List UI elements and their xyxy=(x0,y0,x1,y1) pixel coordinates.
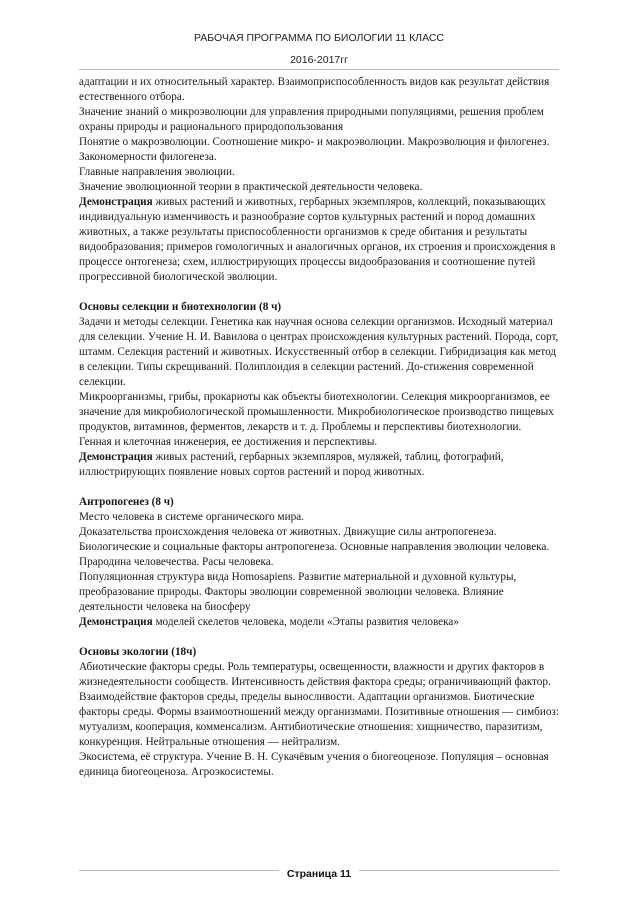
section-gap xyxy=(79,630,561,645)
demonstration-label: Демонстрация xyxy=(79,616,153,628)
section-heading: Основы экологии (18ч) xyxy=(79,646,197,658)
section-title-ecology xyxy=(79,645,561,660)
paragraph-evolution-directions: Главные направления эволюции. xyxy=(79,166,235,178)
paragraph-evolution-theory-value: Значение эволюционной теории в практической деятельности человека. xyxy=(79,181,423,193)
demonstration-label: Демонстрация xyxy=(79,196,153,208)
paragraph-adaptation: адаптации и их относительный характер. Взаимоприспособленность видов как результат действия естественного отбора. xyxy=(79,76,550,103)
paragraph-population-structure: Популяционная структура вида Homosapiens. Развитие материальной и духовной культуры, преобразование природы. Факторы эволюции современной эволюции человека. Влияние деятельности человека на биосферу xyxy=(79,571,517,613)
demonstration-text: моделей скелетов человека, модели «Этапы развития человека» xyxy=(152,616,459,628)
paragraph-microevolution-knowledge: Значение знаний о микроэволюции для управления природными популяциями, решения проблем охраны природы и рационального природопользования xyxy=(79,106,544,133)
page-content xyxy=(79,75,561,780)
section-heading: Антропогенез (8 ч) xyxy=(79,496,174,508)
document-header-year: 2016-2017гг xyxy=(290,54,348,66)
paragraph-macroevolution: Понятие о макроэволюции. Соотношение микро- и макроэволюции. Макроэволюция и филогенез. Закономерности филогенеза. xyxy=(79,136,550,163)
section-gap xyxy=(79,480,561,495)
paragraph-human-place: Место человека в системе органического мира. xyxy=(79,511,304,523)
demonstration-text: живых растений и животных, гербарных экземпляров, коллекций, показывающих индивидуальную изменчивость и разнообразие сортов культурных растений и пород домашних животных, а также результаты приспособленности организмов к среде обитания и результаты видообразования; примеров гомологичных и аналогичных органов, их строения и происхождения в процессе онтогенеза; схем, иллюстрирующих процессы видообразования и соотношение путей прогрессивной биологической эволюции. xyxy=(79,196,556,283)
paragraph-biotechnology: Микроорганизмы, грибы, прокариоты как объекты биотехнологии. Селекция микроорганизмов, ее значение для микробиологической промышленности. Микробиологическое производство пищевых продуктов, витаминов, ферментов, лекарств и т. д. Проблемы и перспективы биотехнологии. xyxy=(79,391,554,433)
paragraph-selection-methods: Задачи и методы селекции. Генетика как научная основа селекции организмов. Исходный материал для селекции. Учение Н. И. Вавилова о центрах происхождения культурных растений. Порода, сорт, штамм. Селекция растений и животных. Искусственный отбор в селекции. Гибридизация как метод в селекции. Типы скрещиваний. Полиплоидия в селекции растений. До-стижения современной селекции. xyxy=(79,316,559,388)
document-header-title: РАБОЧАЯ ПРОГРАММА ПО БИОЛОГИИ 11 КЛАСС xyxy=(193,32,445,44)
demonstration-text: живых растений, гербарных экземпляров, муляжей, таблиц, фотографий, иллюстрирующих появление новых сортов растений и пород животных. xyxy=(79,451,504,478)
paragraph-demonstration-2 xyxy=(79,450,561,480)
page-number: Страница 11 xyxy=(279,868,359,880)
section-gap xyxy=(79,285,561,300)
paragraph-demonstration-1 xyxy=(79,195,561,285)
page-footer xyxy=(0,864,638,882)
section-title-selection xyxy=(79,300,561,315)
section-title-anthropogenesis xyxy=(79,495,561,510)
paragraph-human-origin: Доказательства происхождения человека от животных. Движущие силы антропогенеза. Биологические и социальные факторы антропогенеза. Основные направления эволюции человека. Прародина человечества. Расы человека. xyxy=(79,526,550,568)
demonstration-label: Демонстрация xyxy=(79,451,153,463)
paragraph-genetic-engineering: Генная и клеточная инженерия, ее достижения и перспективы. xyxy=(79,436,378,448)
paragraph-demonstration-3 xyxy=(79,615,561,630)
paragraph-ecology-factors: Абиотические факторы среды. Роль температуры, освещенности, влажности и других факторов в жизнедеятельности сообществ. Интенсивность действия фактора среды; ограничивающий фактор. Взаимодействие факторов среды, пределы выносливости. Адаптации организмов. Биотические факторы среды. Формы взаимоотношений между организмами. Позитивные отношения — симбиоз: мутуализм, кооперация, комменсализм. Антибиотические отношения: хищничество, паразитизм, конкуренция. Нейтральные отношения — нейтрализм. xyxy=(79,661,559,748)
section-heading: Основы селекции и биотехнологии (8 ч) xyxy=(79,301,282,313)
paragraph-ecosystem: Экосистема, её структура. Учение В. Н. Сукачёвым учения о биогеоценозе. Популяция – основная единица биогеоценоза. Агроэкосистемы. xyxy=(79,751,549,778)
header-divider xyxy=(79,69,559,70)
